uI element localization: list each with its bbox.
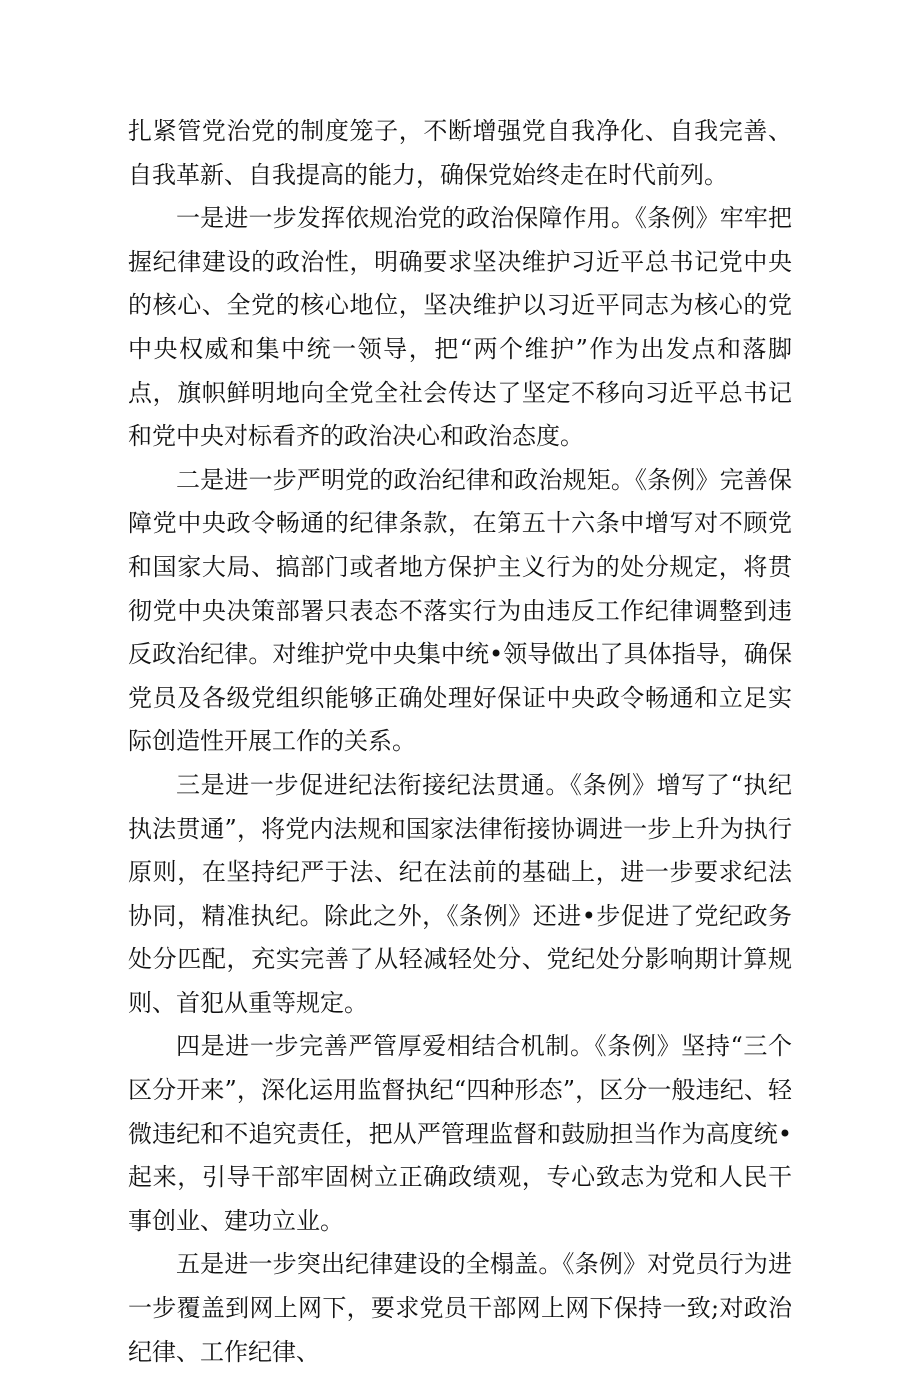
paragraph-point-1: 一是进一步发挥依规治党的政治保障作用。《条例》牢牢把握纪律建设的政治性，明确要求坚决维护习近平总书记党中央的核心、全党的核心地位，坚决维护以习近平同志为核心的党中央权威和集中统一领导，把“两个维护”作为出发点和落脚点，旗帜鲜明地向全党全社会传达了坚定不移向习近平总书记和党中央对标看齐的政治决心和政治态度。 (128, 204, 792, 451)
paragraph-continuation: 扎紧管党治党的制度笼子，不断增强党自我净化、自我完善、自我革新、自我提高的能力，确保党始终走在时代前列。 (128, 117, 792, 189)
paragraph-point-4: 四是进一步完善严管厚爱相结合机制。《条例》坚持“三个区分开来”，深化运用监督执纪“四种形态”，区分一般违纪、轻微违纪和不追究责任，把从严管理监督和鼓励担当作为高度统•起来，引导干部牢固树立正确政绩观，专心致志为党和人民干事创业、建功立业。 (128, 1032, 792, 1235)
document-body (128, 110, 792, 1374)
paragraph-point-2: 二是进一步严明党的政治纪律和政治规矩。《条例》完善保障党中央政令畅通的纪律条款，在第五十六条中增写对不顾党和国家大局、搞部门或者地方保护主义行为的处分规定，将贯彻党中央决策部署只表态不落实行为由违反工作纪律调整到违反政治纪律。对维护党中央集中统•领导做出了具体指导，确保党员及各级党组织能够正确处理好保证中央政令畅通和立足实际创造性开展工作的关系。 (128, 465, 792, 756)
paragraph-point-3: 三是进一步促进纪法衔接纪法贯通。《条例》增写了“执纪执法贯通”，将党内法规和国家法律衔接协调进一步上升为执行原则，在坚持纪严于法、纪在法前的基础上，进一步要求纪法协同，精准执纪。除此之外，《条例》还进•步促进了党纪政务处分匹配，充实完善了从轻减轻处分、党纪处分影响期计算规则、首犯从重等规定。 (128, 770, 792, 1017)
paragraph-point-5: 五是进一步突出纪律建设的全榻盖。《条例》对党员行为进一步覆盖到网上网下，要求党员干部网上网下保持一致;对政治纪律、工作纪律、 (128, 1250, 792, 1366)
